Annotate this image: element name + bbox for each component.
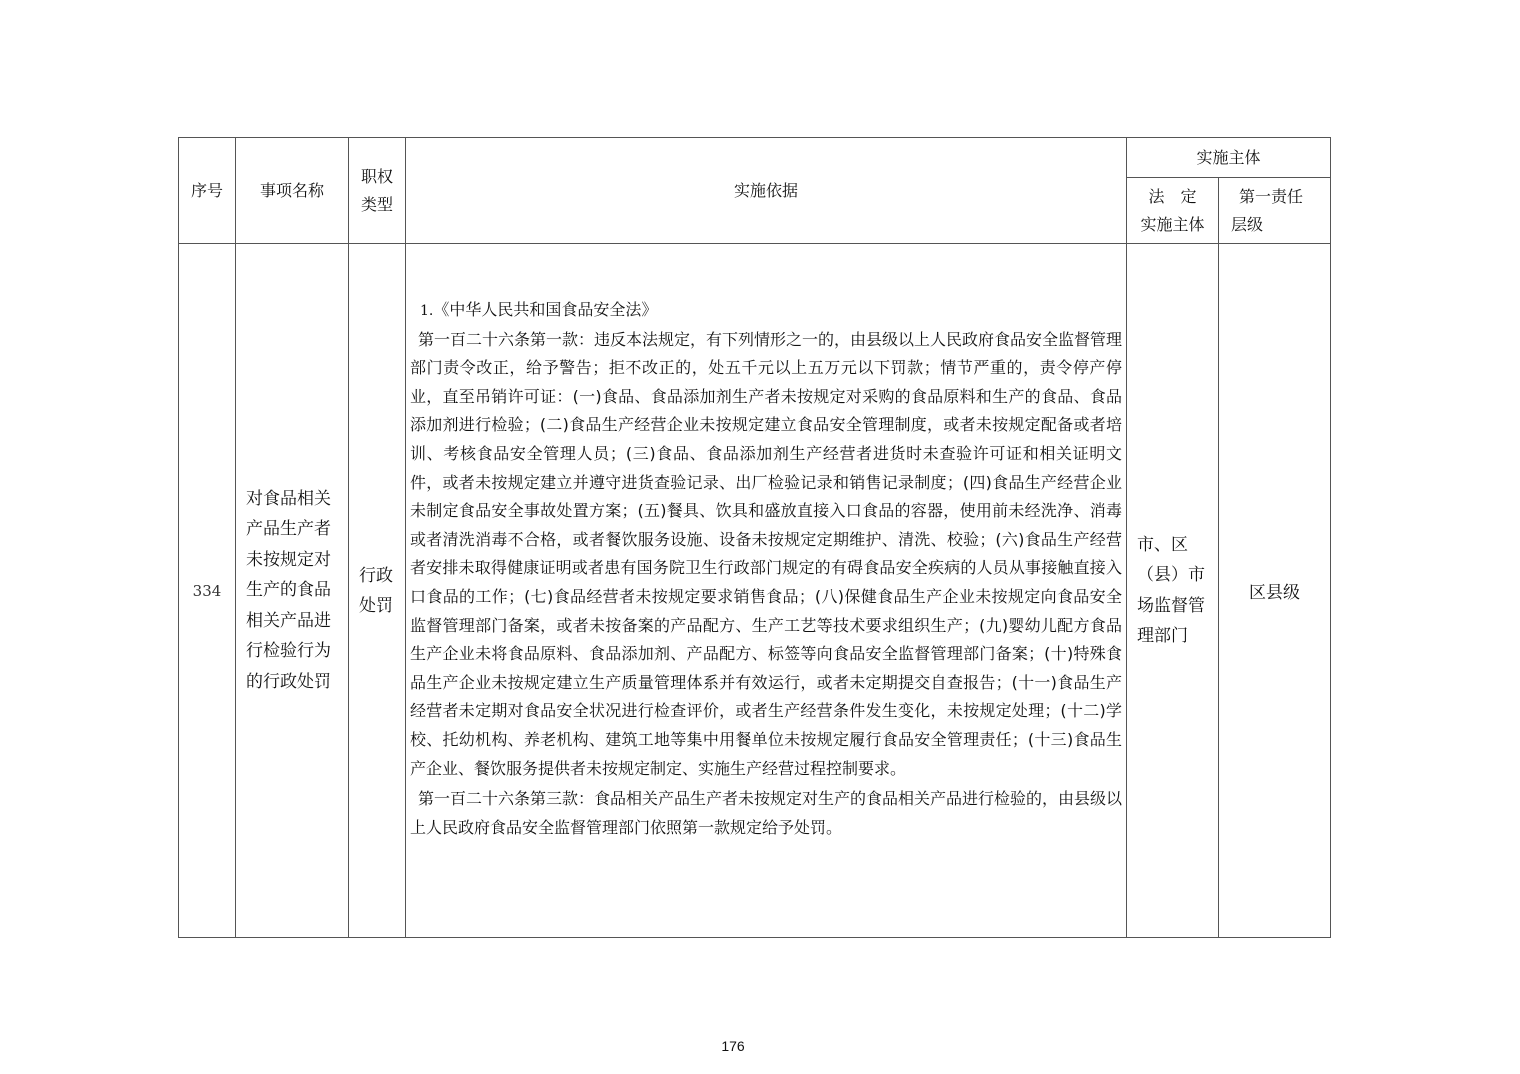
- row-item-name: 对食品相关产品生产者未按规定对生产的食品相关产品进行检验行为的行政处罚: [236, 244, 349, 938]
- table-row: [179, 244, 1331, 938]
- header-legal-body-line2: 实施主体: [1140, 214, 1205, 234]
- header-item-name: 事项名称: [236, 138, 349, 244]
- header-first-level-line1: 第一责任: [1239, 186, 1304, 206]
- header-first-level: [1219, 178, 1331, 244]
- page-number: 176: [721, 1038, 745, 1054]
- basis-law-title: [410, 296, 1122, 326]
- header-first-level-line2: 层级: [1231, 214, 1264, 234]
- row-basis: [406, 244, 1127, 938]
- basis-paragraph-2: 第一百二十六条第三款：食品相关产品生产者未按规定对生产的食品相关产品进行检验的，由县级以上人民政府食品安全监督管理部门依照第一款规定给予处罚。: [410, 789, 1123, 837]
- row-legal-body: 市、区（县）市场监督管理部门: [1127, 244, 1219, 938]
- header-authority-type: [349, 138, 406, 244]
- header-legal-body: [1127, 178, 1219, 244]
- item-table: [178, 137, 1331, 938]
- header-row-top: [179, 138, 1331, 178]
- header-legal-body-line1: 法 定: [1148, 186, 1197, 206]
- basis-law-number: 1.: [420, 303, 434, 319]
- header-implementing-body: 实施主体: [1127, 138, 1331, 178]
- header-basis: 实施依据: [406, 138, 1127, 244]
- header-authority-type-line2: 类型: [360, 194, 393, 214]
- row-authority-type: 行政处罚: [349, 244, 406, 938]
- header-serial: 序号: [179, 138, 236, 244]
- basis-law-name: 《中华人民共和国食品安全法》: [433, 300, 658, 319]
- basis-paragraph-1: 第一百二十六条第一款：违反本法规定，有下列情形之一的，由县级以上人民政府食品安全监督管理部门责令改正，给予警告；拒不改正的，处五千元以上五万元以下罚款；情节严重的，责令停产停业，直至吊销许可证：(一)食品、食品添加剂生产者未按规定对采购的食品原料和生产的食品、食品添加剂进行检验；(二)食品生产经营企业未按规定建立食品安全管理制度，或者未按规定配备或者培训、考核食品安全管理人员；(三)食品、食品添加剂生产经营者进货时未查验许可证和相关证明文件，或者未按规定建立并遵守进货查验记录、出厂检验记录和销售记录制度；(四)食品生产经营企业未制定食品安全事故处置方案；(五)餐具、饮具和盛放直接入口食品的容器，使用前未经洗净、消毒或者清洗消毒不合格，或者餐饮服务设施、设备未按规定定期维护、清洗、校验；(六)食品生产经营者安排未取得健康证明或者患有国务院卫生行政部门规定的有碍食品安全疾病的人员从事接触直接入口食品的工作；(七)食品经营者未按规定要求销售食品；(八)保健食品生产企业未按规定向食品安全监督管理部门备案，或者未按备案的产品配方、生产工艺等技术要求组织生产；(九)婴幼儿配方食品生产企业未将食品原料、食品添加剂、产品配方、标签等向食品安全监督管理部门备案；(十)特殊食品生产企业未按规定建立生产质量管理体系并有效运行，或者未定期提交自查报告；(十一)食品生产经营者未定期对食品安全状况进行检查评价，或者生产经营条件发生变化，未按规定处理；(十二)学校、托幼机构、养老机构、建筑工地等集中用餐单位未按规定履行食品安全管理责任；(十三)食品生产企业、餐饮服务提供者未按规定制定、实施生产经营过程控制要求。: [410, 329, 1123, 778]
- header-authority-type-line1: 职权: [360, 166, 393, 186]
- row-serial: 334: [179, 244, 236, 938]
- row-first-level: 区县级: [1219, 244, 1331, 938]
